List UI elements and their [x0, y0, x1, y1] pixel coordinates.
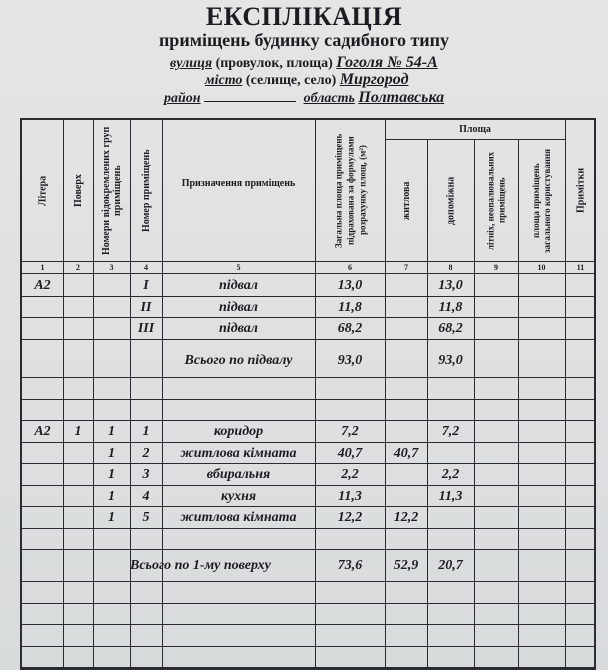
- explication-table: [20, 118, 596, 670]
- header-purpose: Призначення приміщень: [181, 178, 296, 189]
- cell-aux: 11,3: [438, 488, 463, 504]
- oblast-label: область: [303, 91, 355, 106]
- cell-purpose: житлова кімната: [180, 445, 297, 461]
- cell-total-label: Всього по 1-му поверху: [130, 558, 271, 574]
- cell-group: 1: [108, 488, 115, 504]
- cell-purpose: вбиральня: [206, 467, 271, 483]
- col-number: 10: [537, 263, 546, 272]
- cell-total: 40,7: [337, 445, 363, 461]
- row-divider: [22, 667, 594, 668]
- cell-total: 11,8: [338, 299, 362, 315]
- cell-total-total: 93,0: [337, 352, 363, 368]
- colnum-divider: [22, 273, 594, 274]
- row-divider: [22, 603, 594, 604]
- col-number: 8: [448, 263, 453, 272]
- cell-total: 11,3: [338, 488, 362, 504]
- cell-purpose: житлова кімната: [180, 510, 297, 526]
- cell-room: ІІІ: [137, 321, 155, 336]
- col-number: 7: [404, 263, 408, 272]
- cell-purpose: кухня: [220, 488, 257, 504]
- cell-purpose: коридор: [213, 424, 264, 440]
- cell-living: 40,7: [393, 445, 419, 461]
- header-auxiliary: допоміжна: [445, 176, 457, 225]
- col-divider: [162, 120, 163, 668]
- header-living: житлова: [401, 181, 412, 220]
- cell-room: 2: [142, 445, 150, 461]
- cell-floor: 1: [74, 424, 82, 440]
- cell-aux: 68,2: [438, 321, 463, 336]
- col-number: 5: [236, 263, 241, 272]
- cell-total-aux: 93,0: [438, 352, 463, 368]
- header-floor: Поверх: [73, 174, 84, 207]
- cell-total-label: Всього по підвалу: [184, 352, 293, 368]
- row-divider: [22, 646, 594, 647]
- header-notes: Примітки: [575, 167, 587, 214]
- col-number: 2: [76, 263, 80, 272]
- cell-total-aux: 20,7: [438, 558, 463, 574]
- cell-room: 5: [142, 510, 150, 526]
- col-number: 9: [494, 263, 498, 272]
- cell-room: 1: [142, 424, 150, 440]
- col-number: 11: [576, 263, 585, 272]
- header-area-group: Площа: [459, 124, 491, 135]
- row-divider: [22, 624, 594, 625]
- address-city-line: [205, 71, 409, 89]
- cell-litera: А2: [34, 278, 51, 293]
- row-divider: [22, 377, 594, 378]
- header-litera: Літера: [37, 175, 49, 206]
- row-divider: [22, 549, 594, 550]
- col-number: 4: [144, 263, 148, 272]
- cell-group: 1: [108, 510, 115, 526]
- col-number: 6: [348, 263, 352, 272]
- cell-aux: 7,2: [441, 424, 460, 440]
- cell-room: ІІ: [140, 299, 152, 315]
- cell-total: 7,2: [341, 424, 359, 440]
- city-label-suffix: (селище, село): [242, 73, 340, 88]
- cell-room: 4: [142, 488, 150, 504]
- street-value: Гоголя № 54-А: [336, 54, 438, 71]
- district-blank: [204, 89, 296, 102]
- street-label-suffix: (провулок, площа): [212, 56, 337, 71]
- address-street-line: [170, 54, 438, 72]
- header-divider: [22, 261, 594, 262]
- cell-room: І: [143, 278, 149, 293]
- street-label: вулиця: [170, 56, 213, 71]
- cell-total: 2,2: [341, 467, 359, 483]
- cell-purpose: підвал: [219, 321, 258, 336]
- oblast-value: Полтавська: [358, 89, 445, 106]
- cell-aux: 13,0: [438, 278, 463, 293]
- col-number: 3: [109, 263, 114, 272]
- cell-total-total: 73,6: [337, 558, 363, 574]
- document-title: ЕКСПЛІКАЦІЯ: [205, 2, 403, 31]
- header-total-area: Загальна площа приміщень підрахована за формулами розрахунку площ, (м²): [333, 133, 368, 248]
- row-divider: [22, 420, 594, 421]
- cell-total-living: 52,9: [393, 558, 419, 574]
- cell-purpose: підвал: [219, 278, 258, 293]
- document-subtitle: приміщень будинку садибного типу: [158, 30, 450, 50]
- cell-aux: 2,2: [441, 467, 460, 483]
- header-groups: Номери відокремлених груп приміщень: [101, 126, 123, 255]
- city-value: Миргород: [339, 71, 409, 88]
- row-divider: [22, 399, 594, 400]
- cell-group: 1: [108, 445, 115, 461]
- cell-living: 12,2: [393, 510, 419, 526]
- header-summer: літніх, неопалювальних приміщень: [485, 151, 507, 250]
- cell-total: 12,2: [337, 510, 363, 526]
- cell-total: 68,2: [337, 321, 363, 336]
- col-number: 1: [40, 263, 45, 272]
- header-room-number: Номер приміщень: [141, 149, 152, 232]
- cell-group: 1: [108, 467, 115, 483]
- cell-room: 3: [142, 467, 150, 483]
- cell-total: 13,0: [337, 278, 363, 293]
- cell-aux: 11,8: [438, 299, 463, 315]
- address-region-line: [164, 89, 444, 107]
- header-common-use: площа приміщень загального користування: [531, 148, 552, 253]
- cell-litera: А2: [34, 424, 51, 440]
- district-label: район: [164, 91, 201, 106]
- cell-group: 1: [108, 424, 115, 440]
- cell-purpose: підвал: [219, 299, 258, 315]
- city-label: місто: [205, 73, 243, 88]
